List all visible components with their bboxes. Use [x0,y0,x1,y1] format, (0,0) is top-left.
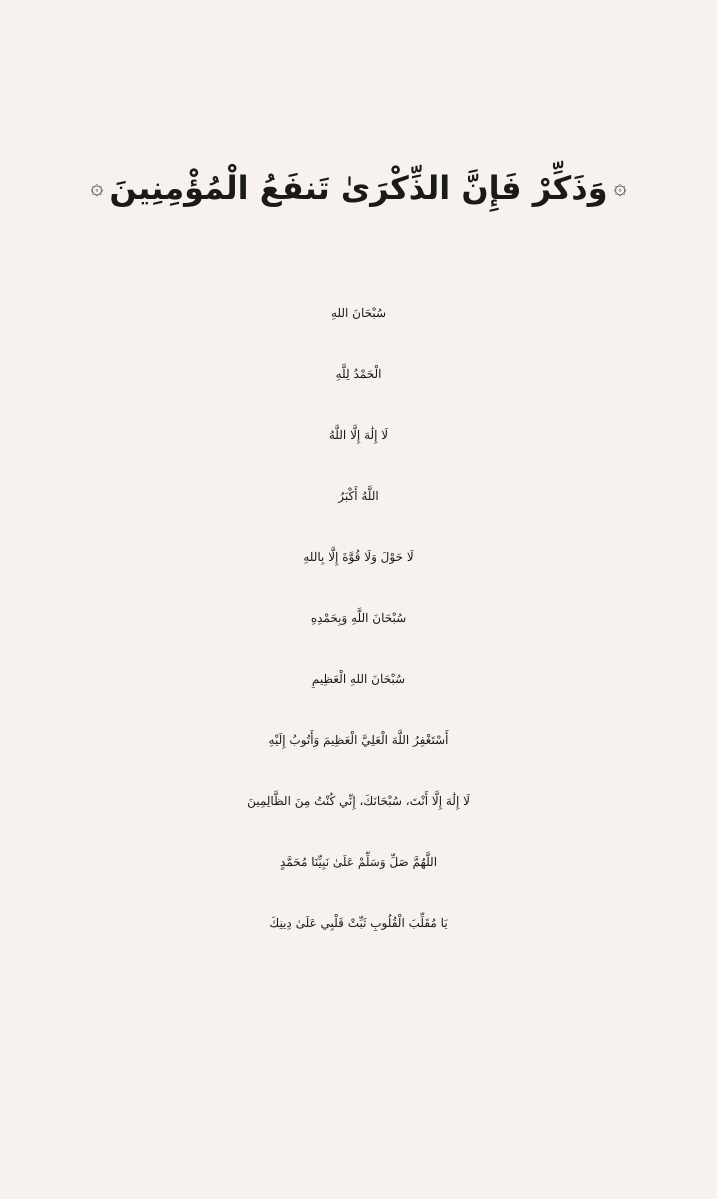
dhikr-line: سُبْحَانَ اللهِ الْعَظِيمِ [311,671,406,686]
dhikr-line: الْحَمْدُ لِلَّهِ [335,366,382,381]
dhikr-line: أَسْتَغْفِرُ اللَّهَ الْعَلِيَّ الْعَظِيمَ وَأَتُوبُ إِلَيْهِ [268,732,449,747]
dhikr-line: سُبْحَانَ اللَّهِ وَبِحَمْدِهِ [310,610,407,625]
heading-text: وَذَكِّرْ فَإِنَّ الذِّكْرَىٰ تَنفَعُ الْمُؤْمِنِينَ [109,169,608,207]
dhikr-line: لَا حَوْلَ وَلَا قُوَّةَ إِلَّا بِاللهِ [303,549,414,564]
dhikr-line: يَا مُقَلِّبَ الْقُلُوبِ ثَبِّتْ قَلْبِي عَلَىٰ دِينِكَ [269,915,448,930]
ornament-icon: ۞ [90,175,104,200]
ornament-icon: ۞ [613,175,627,200]
dhikr-line: سُبْحَانَ اللهِ [330,305,387,320]
dhikr-line: لَا إِلَٰهَ إِلَّا اللَّهُ [328,427,389,442]
dhikr-line: اللَّهُ أَكْبَرُ [338,488,379,503]
dhikr-list [40,282,677,953]
dhikr-line: لَا إِلَٰهَ إِلَّا أَنْتَ، سُبْحَانَكَ، إِنِّي كُنْتُ مِنَ الظَّالِمِينَ [247,793,470,808]
heading-verse [60,158,657,218]
dhikr-line: اللَّهُمَّ صَلِّ وَسَلِّمْ عَلَىٰ نَبِيِّنَا مُحَمَّدٍ [279,854,438,869]
